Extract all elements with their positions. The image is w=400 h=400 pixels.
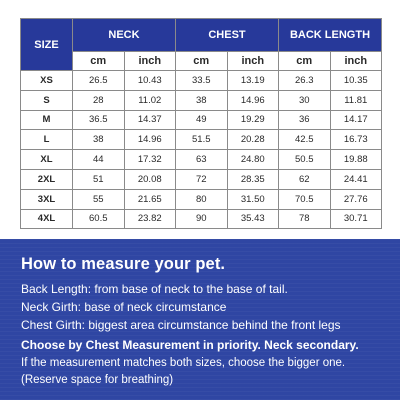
unit-header-neck-inch: inch [124, 52, 176, 71]
table-row [21, 209, 382, 229]
table-row [21, 90, 382, 110]
measurement-cell-back-cm: 50.5 [279, 150, 331, 170]
measurement-cell-chest-cm: 33.5 [176, 71, 228, 91]
size-column-header: SIZE [21, 19, 73, 71]
measurement-cell-back-cm: 70.5 [279, 189, 331, 209]
table-row [21, 169, 382, 189]
size-label-cell: 4XL [21, 209, 73, 229]
measurement-cell-back-in: 11.81 [330, 90, 382, 110]
table-body [21, 71, 382, 229]
size-label-cell: XS [21, 71, 73, 91]
table-row [21, 150, 382, 170]
unit-header-neck-cm: cm [73, 52, 125, 71]
measurement-cell-neck-in: 14.37 [124, 110, 176, 130]
table-row [21, 189, 382, 209]
breathing-space-note: (Reserve space for breathing) [21, 374, 174, 386]
size-label-cell: 2XL [21, 169, 73, 189]
measurement-cell-neck-in: 23.82 [124, 209, 176, 229]
unit-header-back-inch: inch [330, 52, 382, 71]
measurement-cell-neck-cm: 60.5 [73, 209, 125, 229]
measurement-cell-back-cm: 78 [279, 209, 331, 229]
measurement-cell-chest-cm: 38 [176, 90, 228, 110]
measurement-cell-back-cm: 42.5 [279, 130, 331, 150]
size-label-cell: S [21, 90, 73, 110]
measurement-cell-back-in: 27.76 [330, 189, 382, 209]
chest-girth-instruction: Chest Girth: biggest area circumstance behind the front legs [21, 318, 341, 332]
neck-girth-instruction: Neck Girth: base of neck circumstance [21, 300, 227, 314]
measure-instructions [21, 255, 391, 389]
unit-header-back-cm: cm [279, 52, 331, 71]
measurement-cell-neck-in: 20.08 [124, 169, 176, 189]
chest-group-header: CHEST [176, 19, 279, 52]
measurement-cell-chest-cm: 63 [176, 150, 228, 170]
measurement-cell-chest-in: 13.19 [227, 71, 279, 91]
table-row [21, 110, 382, 130]
measurement-cell-chest-in: 24.80 [227, 150, 279, 170]
size-label-cell: M [21, 110, 73, 130]
measurement-cell-neck-in: 14.96 [124, 130, 176, 150]
measurement-cell-neck-cm: 55 [73, 189, 125, 209]
measurement-cell-chest-cm: 80 [176, 189, 228, 209]
unit-header-chest-inch: inch [227, 52, 279, 71]
measurement-cell-neck-cm: 26.5 [73, 71, 125, 91]
measurement-cell-chest-cm: 72 [176, 169, 228, 189]
size-label-cell: 3XL [21, 189, 73, 209]
back-length-instruction: Back Length: from base of neck to the base of tail. [21, 282, 288, 296]
table-header-row [21, 19, 382, 52]
measurement-cell-chest-in: 28.35 [227, 169, 279, 189]
measurement-cell-neck-cm: 44 [73, 150, 125, 170]
measurement-cell-chest-in: 20.28 [227, 130, 279, 150]
measurement-cell-neck-cm: 51 [73, 169, 125, 189]
measurement-cell-back-in: 14.17 [330, 110, 382, 130]
measurement-cell-chest-cm: 90 [176, 209, 228, 229]
measurement-cell-neck-in: 11.02 [124, 90, 176, 110]
measurement-cell-chest-in: 31.50 [227, 189, 279, 209]
measurement-cell-back-cm: 62 [279, 169, 331, 189]
table-row [21, 130, 382, 150]
neck-group-header: NECK [73, 19, 176, 52]
size-choice-note: If the measurement matches both sizes, choose the bigger one. [21, 357, 346, 369]
instructions-title: How to measure your pet. [21, 255, 226, 273]
back-length-group-header: BACK LENGTH [279, 19, 382, 52]
measurement-cell-back-cm: 26.3 [279, 71, 331, 91]
measurement-cell-back-in: 10.35 [330, 71, 382, 91]
measurement-cell-back-in: 24.41 [330, 169, 382, 189]
measurement-cell-neck-in: 17.32 [124, 150, 176, 170]
size-label-cell: XL [21, 150, 73, 170]
table-row [21, 71, 382, 91]
measurement-cell-back-in: 30.71 [330, 209, 382, 229]
measurement-cell-neck-in: 21.65 [124, 189, 176, 209]
measurement-cell-back-in: 16.73 [330, 130, 382, 150]
size-label-cell: L [21, 130, 73, 150]
measurement-cell-neck-cm: 38 [73, 130, 125, 150]
unit-header-chest-cm: cm [176, 52, 228, 71]
size-table [20, 18, 382, 229]
measurement-cell-chest-in: 35.43 [227, 209, 279, 229]
measurement-cell-back-in: 19.88 [330, 150, 382, 170]
table-unit-row [21, 52, 382, 71]
measurement-cell-neck-cm: 28 [73, 90, 125, 110]
size-chart [20, 18, 382, 229]
priority-instruction: Choose by Chest Measurement in priority. Neck secondary. [21, 338, 359, 352]
measurement-cell-neck-in: 10.43 [124, 71, 176, 91]
measurement-cell-chest-in: 19.29 [227, 110, 279, 130]
measurement-cell-neck-cm: 36.5 [73, 110, 125, 130]
measurement-cell-chest-in: 14.96 [227, 90, 279, 110]
measurement-cell-chest-cm: 51.5 [176, 130, 228, 150]
measurement-cell-back-cm: 30 [279, 90, 331, 110]
measurement-cell-back-cm: 36 [279, 110, 331, 130]
measurement-cell-chest-cm: 49 [176, 110, 228, 130]
